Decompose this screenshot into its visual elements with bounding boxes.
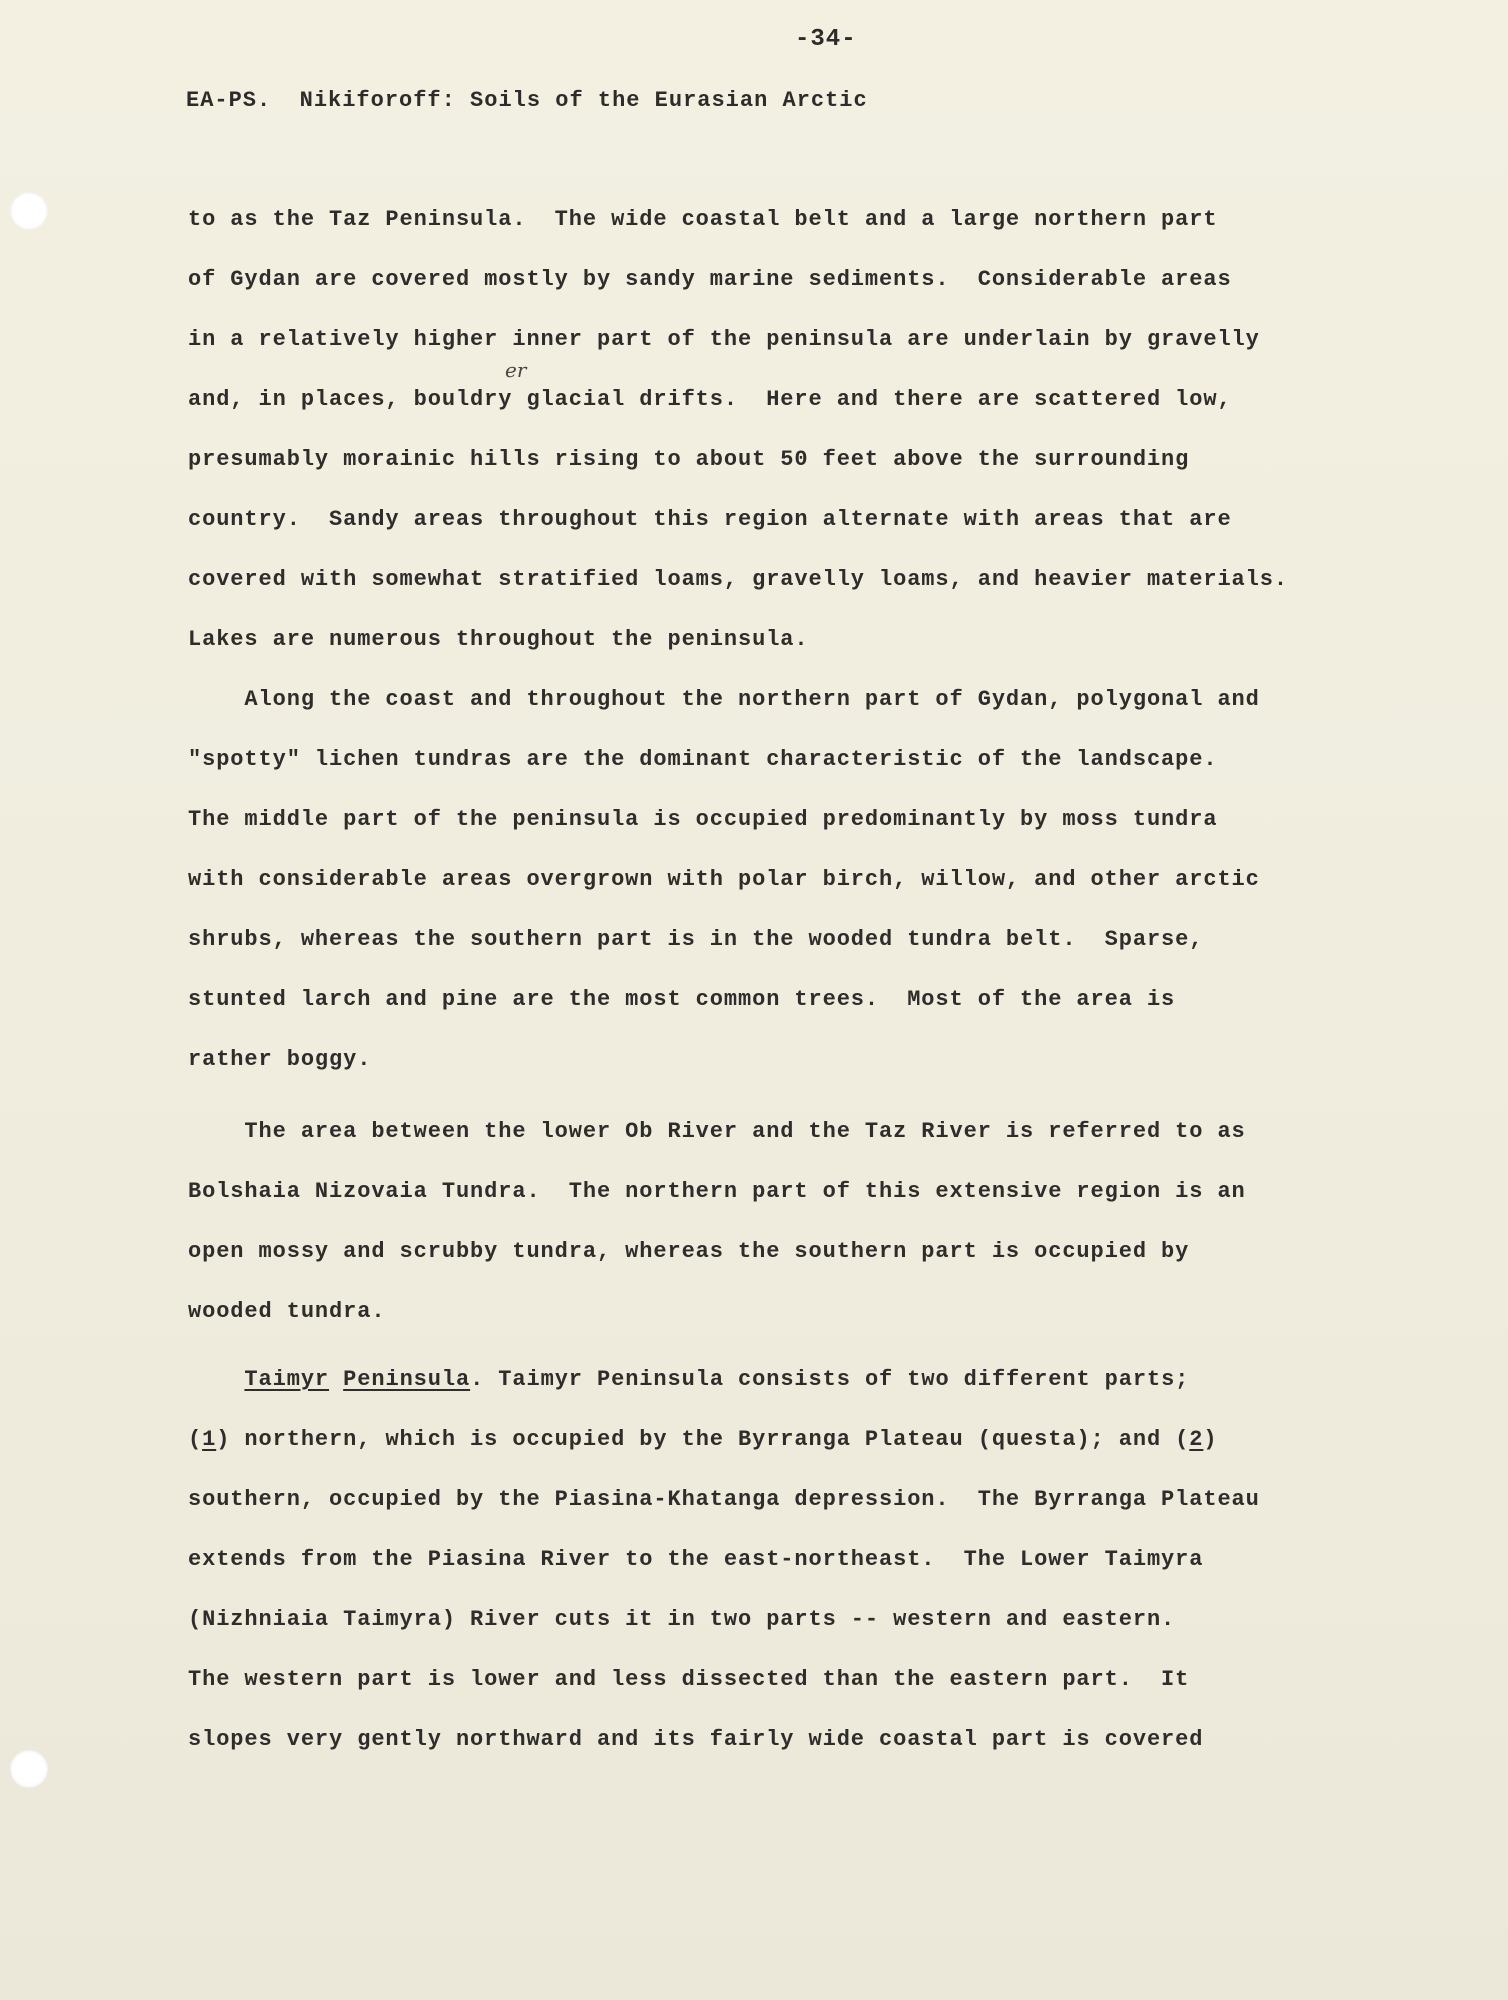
page-number: -34- (795, 26, 857, 53)
text-line: covered with somewhat stratified loams, gravelly loams, and heavier materials. (188, 567, 1288, 592)
text-line: with considerable areas overgrown with polar birch, willow, and other arctic (188, 867, 1260, 892)
text-segment: . Taimyr Peninsula consists of two different parts; (470, 1367, 1190, 1392)
text-line: The area between the lower Ob River and the Taz River is referred to as (188, 1119, 1246, 1144)
text-segment: ) northern, which is occupied by the Byrranga Plateau (questa); and ( (216, 1427, 1190, 1452)
handwritten-correction: er (505, 358, 527, 382)
text-line: "spotty" lichen tundras are the dominant characteristic of the landscape. (188, 747, 1218, 772)
text-line: presumably morainic hills rising to about 50 feet above the surrounding (188, 447, 1190, 472)
text-line: shrubs, whereas the southern part is in the wooded tundra belt. Sparse, (188, 927, 1204, 952)
text-line: country. Sandy areas throughout this region alternate with areas that are (188, 507, 1232, 532)
list-number: 2 (1189, 1427, 1204, 1452)
text-line: stunted larch and pine are the most common trees. Most of the area is (188, 987, 1176, 1012)
text-line: and, in places, bouldry glacial drifts. Here and there are scattered low, (188, 387, 1232, 412)
text-line: (Nizhniaia Taimyra) River cuts it in two parts -- western and eastern. (188, 1607, 1176, 1632)
punch-hole (10, 192, 48, 230)
document-header: EA-PS. Nikiforoff: Soils of the Eurasian Arctic (186, 88, 868, 113)
text-line: rather boggy. (188, 1047, 372, 1072)
text-line: open mossy and scrubby tundra, whereas the southern part is occupied by (188, 1239, 1190, 1264)
text-segment: ) (1203, 1427, 1218, 1452)
text-line: slopes very gently northward and its fairly wide coastal part is covered (188, 1727, 1204, 1752)
text-line: The middle part of the peninsula is occupied predominantly by moss tundra (188, 807, 1218, 832)
text-line: to as the Taz Peninsula. The wide coastal belt and a large northern part (188, 207, 1218, 232)
list-number: 1 (202, 1427, 217, 1452)
text-line: Bolshaia Nizovaia Tundra. The northern part of this extensive region is an (188, 1179, 1246, 1204)
text-line: The western part is lower and less dissected than the eastern part. It (188, 1667, 1190, 1692)
text-line: Along the coast and throughout the northern part of Gydan, polygonal and (188, 687, 1260, 712)
section-heading-word: Peninsula (343, 1367, 471, 1392)
section-heading-line (188, 1365, 1189, 1395)
section-heading-word: Taimyr (244, 1367, 330, 1392)
text-line: wooded tundra. (188, 1299, 386, 1324)
text-line: Lakes are numerous throughout the peninsula. (188, 627, 809, 652)
text-line: of Gydan are covered mostly by sandy marine sediments. Considerable areas (188, 267, 1232, 292)
text-line: southern, occupied by the Piasina-Khatanga depression. The Byrranga Plateau (188, 1487, 1260, 1512)
text-line: (1) northern, which is occupied by the Byrranga Plateau (questa); and (2) (188, 1427, 1218, 1452)
text-line: in a relatively higher inner part of the peninsula are underlain by gravelly (188, 327, 1260, 352)
punch-hole (10, 1750, 48, 1788)
text-line: extends from the Piasina River to the east-northeast. The Lower Taimyra (188, 1547, 1204, 1572)
